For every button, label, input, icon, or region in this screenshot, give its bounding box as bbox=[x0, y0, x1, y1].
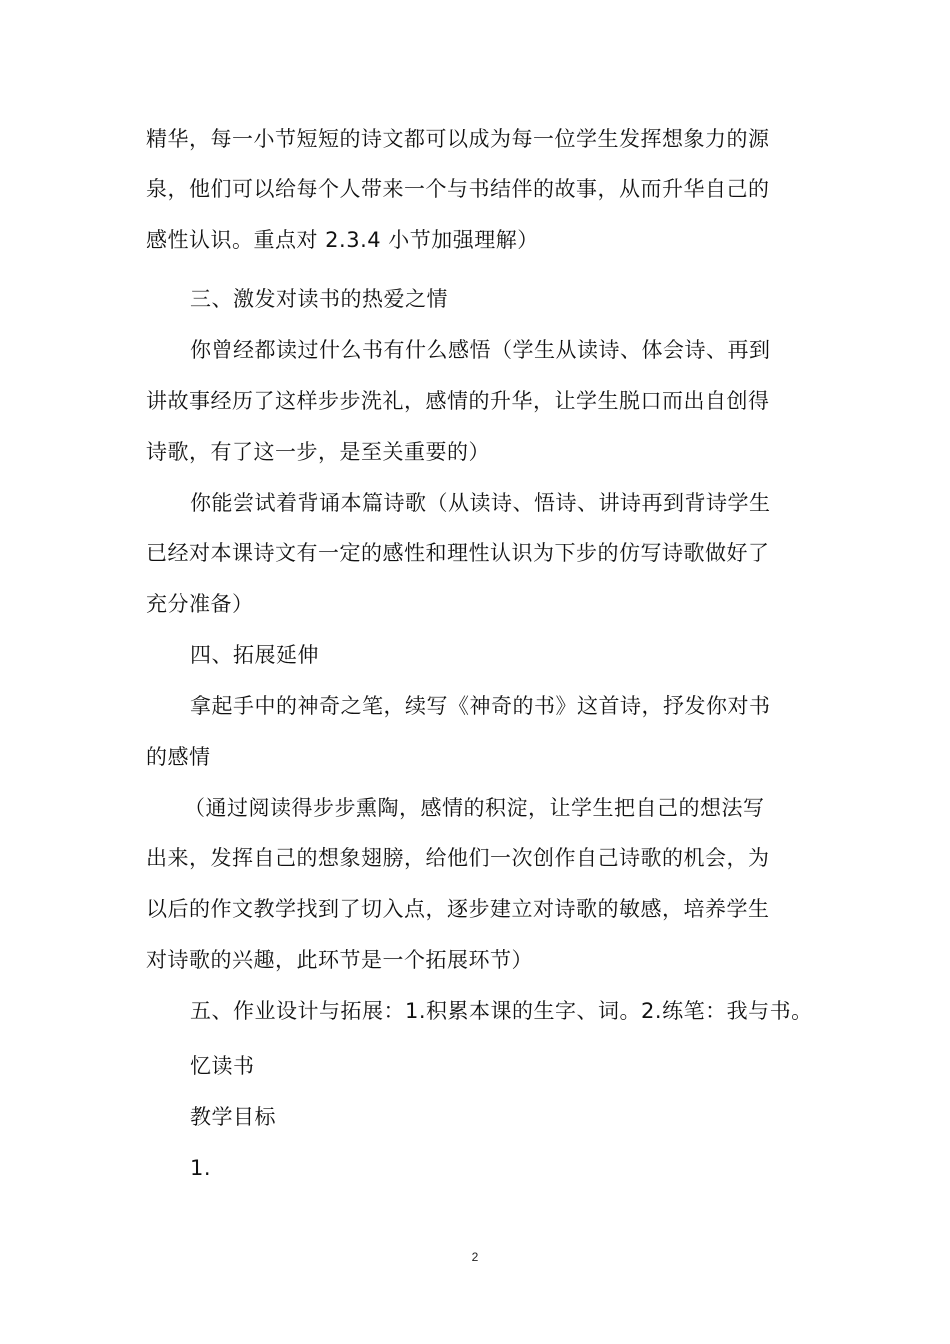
paragraph-line: 精华，每一小节短短的诗文都可以成为每一位学生发挥想象力的源 bbox=[146, 127, 770, 151]
paragraph-line: 诗歌，有了这一步，是至关重要的） bbox=[146, 440, 490, 464]
paragraph-line: 拿起手中的神奇之笔，续写《神奇的书》这首诗，抒发你对书 bbox=[190, 694, 771, 718]
paragraph-line: 你能尝试着背诵本篇诗歌（从读诗、悟诗、讲诗再到背诗学生 bbox=[190, 491, 771, 515]
paragraph-line: 出来，发挥自己的想象翅膀，给他们一次创作自己诗歌的机会，为 bbox=[146, 846, 770, 870]
section-heading: 四、拓展延伸 bbox=[190, 643, 319, 667]
section-heading: 三、激发对读书的热爱之情 bbox=[190, 287, 448, 311]
paragraph-line: 对诗歌的兴趣，此环节是一个拓展环节） bbox=[146, 948, 533, 972]
paragraph-line: 的感情 bbox=[146, 745, 211, 769]
paragraph-line: 泉，他们可以给每个人带来一个与书结伴的故事，从而升华自己的 bbox=[146, 177, 770, 201]
subheading: 教学目标 bbox=[190, 1105, 276, 1129]
paragraph-line: 已经对本课诗文有一定的感性和理性认识为下步的仿写诗歌做好了 bbox=[146, 541, 770, 565]
paragraph-line: 以后的作文教学找到了切入点，逐步建立对诗歌的敏感，培养学生 bbox=[146, 897, 770, 921]
paragraph-line: 讲故事经历了这样步步洗礼，感情的升华，让学生脱口而出自创得 bbox=[146, 389, 770, 413]
page-number: 2 bbox=[471, 1250, 479, 1264]
paragraph-line: （通过阅读得步步熏陶，感情的积淀，让学生把自己的想法写 bbox=[184, 796, 765, 820]
list-item-number: 1. bbox=[190, 1156, 212, 1180]
lesson-title: 忆读书 bbox=[190, 1054, 255, 1078]
section-heading: 五、作业设计与拓展：1.积累本课的生字、词。2.练笔：我与书。 bbox=[190, 999, 813, 1023]
paragraph-line: 你曾经都读过什么书有什么感悟（学生从读诗、体会诗、再到 bbox=[190, 338, 771, 362]
paragraph-line: 充分准备） bbox=[146, 592, 254, 616]
paragraph-line: 感性认识。重点对 2.3.4 小节加强理解） bbox=[146, 228, 539, 252]
